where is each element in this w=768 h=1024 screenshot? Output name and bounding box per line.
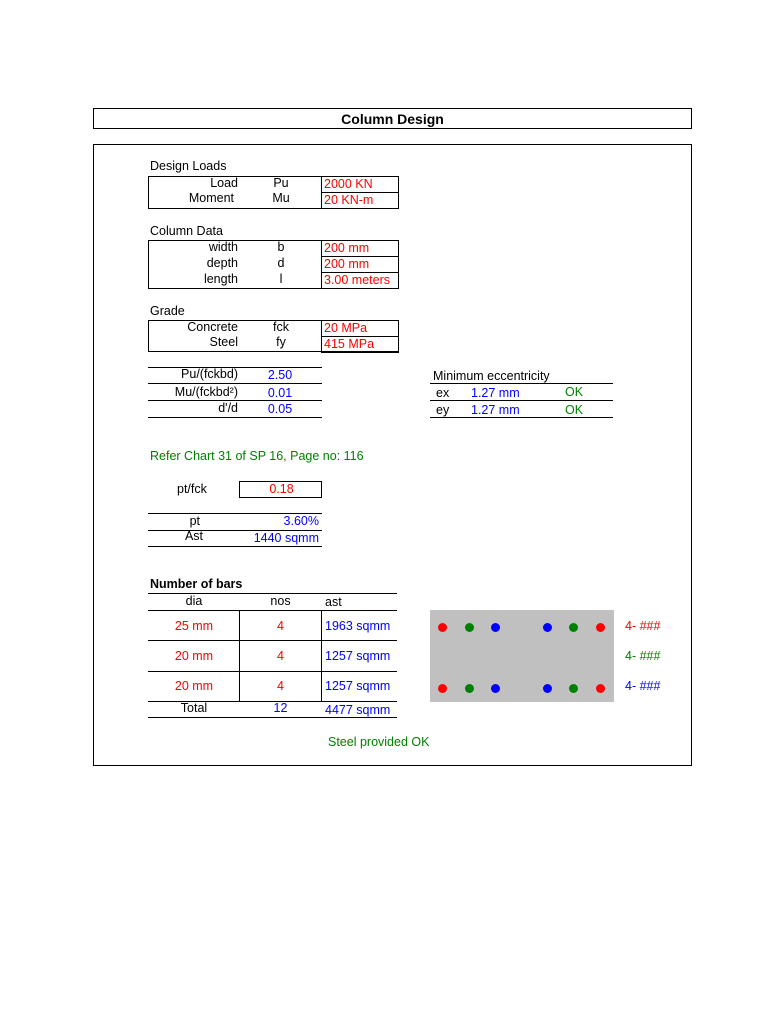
- load-label: Load: [210, 176, 238, 190]
- ratio-d-label: d'/d: [218, 401, 238, 415]
- pt-label: pt: [189, 514, 200, 528]
- ratio-pu-label: Pu/(fckbd): [181, 367, 238, 381]
- rebar-top-4: [543, 623, 552, 632]
- moment-value[interactable]: 20 KN-m: [321, 192, 399, 209]
- ecc-line-mid: [430, 400, 613, 401]
- bar-row-2-ast: 1257 sqmm: [325, 649, 391, 663]
- eccentricity-heading: Minimum eccentricity: [433, 369, 550, 383]
- bars-header-bottom: [148, 610, 397, 611]
- steel-symbol: fy: [276, 335, 286, 349]
- bar-row-1-dia: 25 mm: [174, 619, 214, 633]
- ast-label: Ast: [184, 529, 203, 543]
- bar-note-2: 4- ###: [625, 649, 661, 663]
- chart-reference: Refer Chart 31 of SP 16, Page no: 116: [150, 449, 364, 463]
- concrete-label: Concrete: [187, 320, 238, 334]
- bars-divider-2: [321, 610, 322, 702]
- bars-col-ast: ast: [325, 595, 342, 609]
- rebar-bottom-3: [491, 684, 500, 693]
- ecc-line-top: [430, 383, 613, 384]
- bar-note-1: 4- ###: [625, 619, 661, 633]
- rebar-top-5: [569, 623, 578, 632]
- grade-heading: Grade: [150, 304, 185, 318]
- ecc-ex-axis: ex: [436, 386, 450, 400]
- ratio-mu-value: 0.01: [267, 386, 293, 400]
- length-value[interactable]: 3.00 meters: [321, 272, 399, 289]
- depth-label: depth: [206, 256, 238, 270]
- bars-col-nos: nos: [270, 594, 291, 608]
- bar-row-1-ast: 1963 sqmm: [325, 619, 391, 633]
- concrete-symbol: fck: [273, 320, 289, 334]
- load-symbol: Pu: [273, 176, 289, 190]
- bars-heading: Number of bars: [150, 577, 243, 591]
- bar-row-2-dia: 20 mm: [174, 649, 214, 663]
- rebar-top-1: [438, 623, 447, 632]
- width-value[interactable]: 200 mm: [321, 240, 399, 257]
- ast-value: 1440 sqmm: [253, 531, 319, 545]
- page-title: Column Design: [341, 111, 444, 127]
- ratios-bottom-line: [148, 417, 322, 418]
- rebar-bottom-5: [569, 684, 578, 693]
- length-symbol: l: [279, 272, 283, 286]
- rebar-top-6: [596, 623, 605, 632]
- bars-total-label: Total: [180, 701, 208, 715]
- load-value[interactable]: 2000 KN: [321, 176, 399, 193]
- width-symbol: b: [277, 240, 285, 254]
- column-data-heading: Column Data: [150, 224, 223, 238]
- ecc-ex-value: 1.27 mm: [471, 386, 520, 400]
- ratio-pu-value: 2.50: [267, 368, 293, 382]
- ecc-ey-axis: ey: [436, 403, 450, 417]
- ratio-mu-label: Mu/(fckbd²): [174, 385, 238, 399]
- depth-value[interactable]: 200 mm: [321, 256, 399, 273]
- ratio-d-value: 0.05: [267, 402, 293, 416]
- rebar-bottom-6: [596, 684, 605, 693]
- rebar-bottom-1: [438, 684, 447, 693]
- ast-bottom-line: [148, 546, 322, 547]
- bar-row-3-dia: 20 mm: [174, 679, 214, 693]
- moment-symbol: Mu: [272, 191, 290, 205]
- pt-fck-label: pt/fck: [177, 482, 207, 496]
- column-section: [430, 610, 614, 702]
- steel-status: Steel provided OK: [328, 735, 430, 749]
- bars-row-line-1: [148, 640, 397, 641]
- bar-row-2-nos: 4: [277, 649, 284, 663]
- ecc-ex-status: OK: [565, 385, 584, 399]
- pt-fck-value[interactable]: 0.18: [239, 481, 322, 498]
- ecc-ey-status: OK: [565, 403, 584, 417]
- steel-label: Steel: [209, 335, 238, 349]
- width-label: width: [208, 240, 238, 254]
- bars-total-nos: 12: [273, 701, 288, 715]
- bar-note-3: 4- ###: [625, 679, 661, 693]
- rebar-top-3: [491, 623, 500, 632]
- rebar-bottom-4: [543, 684, 552, 693]
- bar-row-3-ast: 1257 sqmm: [325, 679, 391, 693]
- ratios-line-1: [148, 383, 322, 384]
- steel-value[interactable]: 415 MPa: [321, 336, 399, 353]
- rebar-bottom-2: [465, 684, 474, 693]
- ecc-ey-value: 1.27 mm: [471, 403, 520, 417]
- design-loads-heading: Design Loads: [150, 159, 227, 173]
- bar-row-3-nos: 4: [277, 679, 284, 693]
- rebar-top-2: [465, 623, 474, 632]
- title-box: [93, 108, 692, 129]
- depth-symbol: d: [277, 256, 285, 270]
- bar-row-1-nos: 4: [277, 619, 284, 633]
- moment-label: Moment: [188, 191, 234, 205]
- bars-row-line-2: [148, 671, 397, 672]
- ecc-line-bottom: [430, 417, 613, 418]
- length-label: length: [203, 272, 238, 286]
- bars-total-bottom: [148, 717, 397, 718]
- bars-total-ast: 4477 sqmm: [325, 703, 391, 717]
- bars-col-dia: dia: [185, 594, 203, 608]
- pt-value: 3.60%: [283, 514, 319, 528]
- concrete-value[interactable]: 20 MPa: [321, 320, 399, 337]
